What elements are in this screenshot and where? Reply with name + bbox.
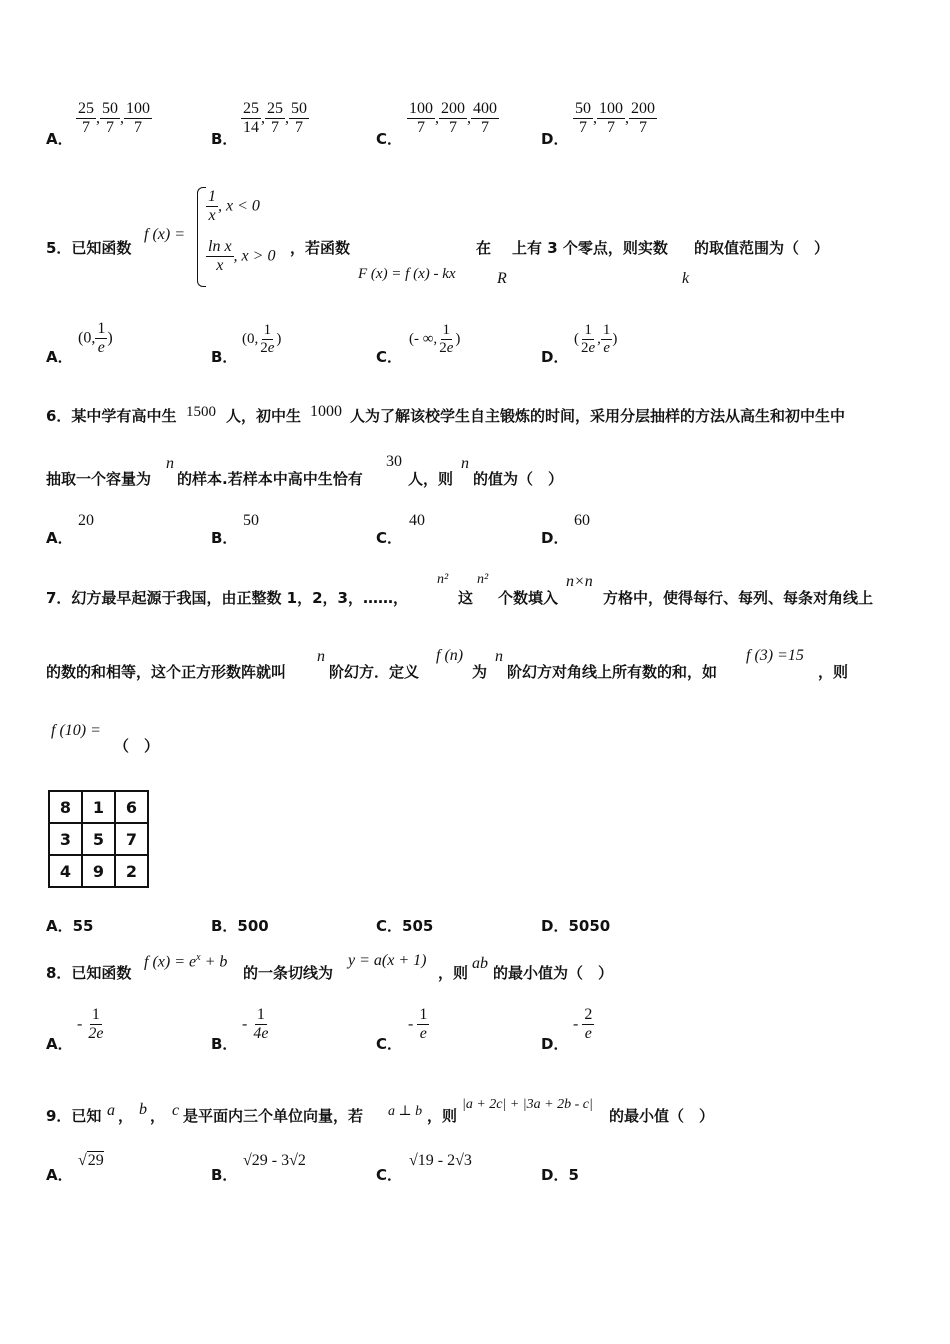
q8-mid2: ，则 bbox=[438, 964, 469, 982]
cell: 4 bbox=[49, 855, 82, 887]
q6-option-d-value: 60 bbox=[574, 512, 590, 529]
q7-line2b: 阶幻方．定义 bbox=[329, 663, 420, 681]
q6-n2: n bbox=[461, 455, 469, 472]
q9-option-b-value: √29 - 3√2 bbox=[243, 1152, 306, 1169]
q5-option-d-label: D． bbox=[541, 348, 569, 366]
q9-expr: |a + 2c| + |3a + 2b - c| bbox=[462, 1097, 593, 1112]
option-b-value: $\frac{25}{14}$ , $\frac{25}{7}$ , $\frac{50}{7}$ bbox=[243, 100, 307, 137]
q7-n2: n² bbox=[437, 572, 449, 587]
q6-line1a: 6．某中学有高中生 bbox=[46, 407, 177, 425]
q8-option-b-value: - $\frac{1}{4e}$ bbox=[242, 1006, 269, 1043]
q5-tail: 的取值范围为（ ） bbox=[694, 239, 830, 257]
q8-option-b-label: B． bbox=[211, 1035, 238, 1053]
q7-n2-b: n² bbox=[477, 572, 489, 587]
q5-option-a-label: A． bbox=[46, 348, 73, 366]
q7-option-d: D．5050 bbox=[541, 917, 611, 935]
option-d-value: $\frac{50}{7}$ , $\frac{100}{7}$ , $\frac{200}{7}$ bbox=[575, 100, 655, 137]
option-a-label: A． bbox=[46, 130, 73, 148]
q6-line2a: 抽取一个容量为 bbox=[46, 470, 152, 488]
q7-n-def: n bbox=[495, 648, 503, 665]
q7-option-b: B．500 bbox=[211, 917, 269, 935]
q6-line1c: 人为了解该校学生自主锻炼的时间，采用分层抽样的方法从高生和初中生中 bbox=[350, 407, 846, 425]
q6-option-d-label: D． bbox=[541, 529, 569, 547]
q9-option-a-label: A． bbox=[46, 1166, 73, 1184]
q8-line: y = a(x + 1) bbox=[348, 952, 427, 969]
q9-b: b bbox=[139, 1101, 147, 1118]
q6-option-c-label: C． bbox=[376, 529, 403, 547]
q8-fx: f $(x) = e^x + b$ bbox=[144, 952, 228, 971]
cell: 6 bbox=[115, 791, 148, 823]
q7-line2e: ，则 bbox=[818, 663, 849, 681]
q7-line2c: 为 bbox=[472, 663, 488, 681]
q8-option-a-value: - $\frac{1}{2e}$ bbox=[77, 1006, 104, 1043]
q9-c: c bbox=[172, 1102, 180, 1119]
q9-tail: 的最小值（ ） bbox=[609, 1107, 715, 1125]
cell: 2 bbox=[115, 855, 148, 887]
q5-option-b-value: (0, $\frac{1}{2e}$ ) bbox=[242, 322, 282, 357]
q5-option-d-value: ( $\frac{1}{2e}$ , $\frac{1}{e}$ ) bbox=[574, 322, 618, 357]
q7-line1d: 方格中，使得每行、每列、每条对角线上 bbox=[603, 589, 874, 607]
q7-line1a: 7．幻方最早起源于我国，由正整数 1，2，3，……， bbox=[46, 589, 408, 607]
q9-a: a bbox=[107, 1102, 115, 1119]
q6-30: 30 bbox=[386, 453, 402, 470]
cell: 5 bbox=[82, 823, 115, 855]
q7-f10: f (10) = bbox=[51, 722, 101, 739]
q6-option-b-value: 50 bbox=[243, 512, 259, 529]
q6-line2b: 的样本.若样本中高中生恰有 bbox=[177, 470, 363, 488]
q9-mid2: ，则 bbox=[427, 1107, 458, 1125]
q7-paren: （ ） bbox=[114, 737, 160, 755]
q7-option-c: C．505 bbox=[376, 917, 434, 935]
q9-comma-2: ， bbox=[150, 1107, 166, 1125]
q6-option-a-label: A． bbox=[46, 529, 73, 547]
q9-mid: 是平面内三个单位向量，若 bbox=[183, 1107, 364, 1125]
q6-n: n bbox=[166, 455, 174, 472]
q7-f3: f (3) =15 bbox=[746, 647, 804, 664]
q7-fn: f (n) bbox=[436, 647, 464, 664]
option-b-label: B． bbox=[211, 130, 238, 148]
q9-option-c-label: C． bbox=[376, 1166, 403, 1184]
q8-ab: ab bbox=[472, 955, 488, 972]
q5-option-a-value: (0, $\frac{1}{e}$ ) bbox=[78, 320, 113, 357]
q8-prefix: 8．已知函数 bbox=[46, 964, 132, 982]
q5-F: F (x) = f (x) - kx bbox=[358, 266, 456, 282]
q5-shang: 上有 3 个零点，则实数 bbox=[512, 239, 668, 257]
q6-1000: 1000 bbox=[310, 403, 342, 420]
q5-k: k bbox=[682, 270, 690, 287]
q6-1500: 1500 bbox=[186, 404, 216, 420]
q7-line1b: 这 bbox=[458, 589, 474, 607]
q5-fx: f (x) = bbox=[144, 226, 185, 243]
q9-option-d: D．5 bbox=[541, 1166, 579, 1184]
cell: 8 bbox=[49, 791, 82, 823]
q6-line2d: 的值为（ ） bbox=[473, 470, 564, 488]
q8-tail: 的最小值为（ ） bbox=[493, 964, 614, 982]
q5-option-b-label: B． bbox=[211, 348, 238, 366]
q6-option-a-value: 20 bbox=[78, 512, 94, 529]
piecewise-brace bbox=[197, 187, 206, 287]
q6-line2c: 人，则 bbox=[408, 470, 454, 488]
magic-square bbox=[48, 790, 149, 888]
q9-comma-1: ， bbox=[118, 1107, 134, 1125]
q7-line2d: 阶幻方对角线上所有数的和，如 bbox=[507, 663, 718, 681]
q9-perp: a ⊥ b bbox=[388, 1104, 423, 1119]
q5-R: R bbox=[497, 270, 507, 287]
option-a-value: $\frac{25}{7}$ , $\frac{50}{7}$ , $\frac{100}{7}$ bbox=[78, 100, 150, 137]
q7-option-a: A．55 bbox=[46, 917, 94, 935]
q9-option-c-value: √19 - 2√3 bbox=[409, 1152, 472, 1169]
q9-option-a-value: √29 bbox=[78, 1152, 104, 1169]
cell: 9 bbox=[82, 855, 115, 887]
q7-line1c: 个数填入 bbox=[498, 589, 559, 607]
q9-prefix: 9．已知 bbox=[46, 1107, 102, 1125]
q8-mid: 的一条切线为 bbox=[243, 964, 334, 982]
cell: 1 bbox=[82, 791, 115, 823]
q5-mid: ，若函数 bbox=[290, 239, 351, 257]
q5-zai: 在 bbox=[476, 239, 492, 257]
q8-option-d-value: - $\frac{2}{e}$ bbox=[573, 1006, 593, 1043]
option-d-label: D． bbox=[541, 130, 569, 148]
q5-prefix: 5．已知函数 bbox=[46, 239, 132, 257]
option-c-value: $\frac{100}{7}$ , $\frac{200}{7}$ , $\frac{400}{7}$ bbox=[409, 100, 497, 137]
option-c-label: C． bbox=[376, 130, 403, 148]
q9-option-b-label: B． bbox=[211, 1166, 238, 1184]
q6-option-c-value: 40 bbox=[409, 512, 425, 529]
q5-option-values bbox=[0, 0, 1, 1]
q7-line2a: 的数的和相等，这个正方形数阵就叫 bbox=[46, 663, 287, 681]
q5-option-c-value: (- ∞, $\frac{1}{2e}$ ) bbox=[409, 322, 461, 357]
cell: 3 bbox=[49, 823, 82, 855]
cell: 7 bbox=[115, 823, 148, 855]
q5-case-1: $\frac{1}{x}$ , x < 0 bbox=[208, 188, 260, 225]
q8-option-c-value: - $\frac{1}{e}$ bbox=[408, 1006, 428, 1043]
q6-line1b: 人，初中生 bbox=[226, 407, 302, 425]
q6-option-b-label: B． bbox=[211, 529, 238, 547]
q8-option-c-label: C． bbox=[376, 1035, 403, 1053]
q7-nxn: n×n bbox=[566, 573, 593, 590]
q8-option-d-label: D． bbox=[541, 1035, 569, 1053]
q7-n-order: n bbox=[317, 648, 325, 665]
q8-option-a-label: A． bbox=[46, 1035, 73, 1053]
q5-case-2: $\frac{\text{ln x}}{x}$ , x > 0 bbox=[208, 238, 276, 275]
q5-option-c-label: C． bbox=[376, 348, 403, 366]
